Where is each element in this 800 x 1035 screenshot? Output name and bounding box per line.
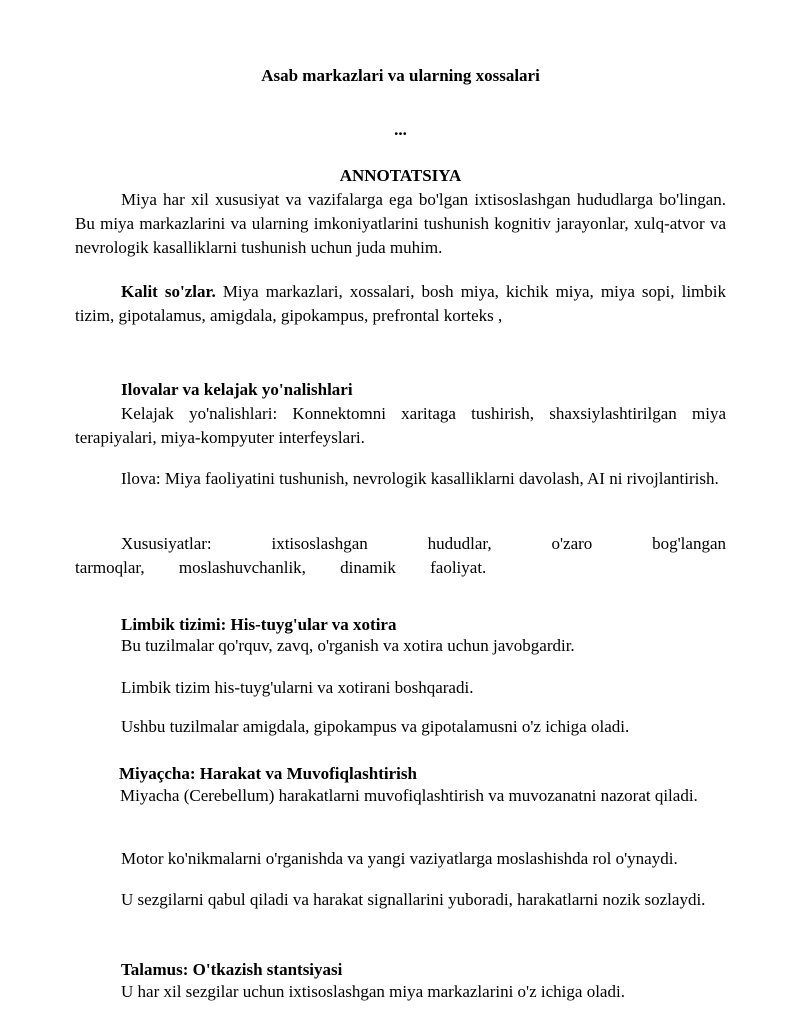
annotation-heading: ANNOTATSIYA — [339, 166, 462, 185]
keywords-label: Kalit so'zlar. — [121, 282, 216, 301]
keywords-paragraph — [75, 280, 726, 328]
paragraph-limbic-2: Limbik tizim his-tuyg'ularni va xotirani boshqaradi. — [121, 678, 474, 697]
keywords-text: Miya markazlari, xossalari, bosh miya, kichik miya, miya sopi, limbik tizim, gipotalamus, amigdala, gipokampus, prefrontal korteks , — [75, 282, 726, 325]
annotation-paragraph: Miya har xil xususiyat va vazifalarga ega bo'lgan ixtisoslashgan hududlarga bo'lingan. Bu miya markazlarini va ularning imkoniyatlarini tushunish kognitiv jarayonlar, xulq-atvor va nevrologik kasalliklarni tushunish uchun juda muhim. — [75, 190, 726, 257]
paragraph-cerebellum-3: U sezgilarni qabul qiladi va harakat signallarini yuboradi, harakatlarni nozik sozlaydi. — [121, 890, 706, 909]
section-heading-thalamus: Talamus: O'tkazish stantsiyasi — [121, 960, 343, 979]
section-heading-applications: Ilovalar va kelajak yo'nalishlari — [121, 380, 353, 399]
section-heading-cerebellum: Miyaçcha: Harakat va Muvofiqlashtirish — [119, 764, 417, 783]
paragraph-limbic-1: Bu tuzilmalar qo'rquv, zavq, o'rganish va xotira uchun javobgardir. — [121, 636, 575, 655]
document-title: Asab markazlari va ularning xossalari — [261, 66, 540, 85]
paragraph-features: Xususiyatlar: ixtisoslashgan hududlar, o'zaro bog'langan tarmoqlar, moslashuvchanlik, dinamik faoliyat. — [75, 534, 726, 577]
paragraph-applications: Ilova: Miya faoliyatini tushunish, nevrologik kasalliklarni davolash, AI ni rivojlantirish. — [121, 469, 719, 488]
paragraph-limbic-3: Ushbu tuzilmalar amigdala, gipokampus va gipotalamusni o'z ichiga oladi. — [121, 717, 630, 736]
paragraph-cerebellum-1: Miyacha (Cerebellum) harakatlarni muvofiqlashtirish va muvozanatni nazorat qiladi. — [120, 786, 698, 805]
title-ellipsis: ... — [394, 120, 407, 139]
section-heading-limbic: Limbik tizimi: His-tuyg'ular va xotira — [121, 615, 397, 634]
paragraph-future-directions: Kelajak yo'nalishlari: Konnektomni xaritaga tushirish, shaxsiylashtirilgan miya terapiyalari, miya-kompyuter interfeyslari. — [75, 404, 726, 447]
paragraph-cerebellum-2: Motor ko'nikmalarni o'rganishda va yangi vaziyatlarga moslashishda rol o'ynaydi. — [121, 849, 678, 868]
paragraph-thalamus-1: U har xil sezgilar uchun ixtisoslashgan miya markazlarini o'z ichiga oladi. — [121, 982, 625, 1001]
